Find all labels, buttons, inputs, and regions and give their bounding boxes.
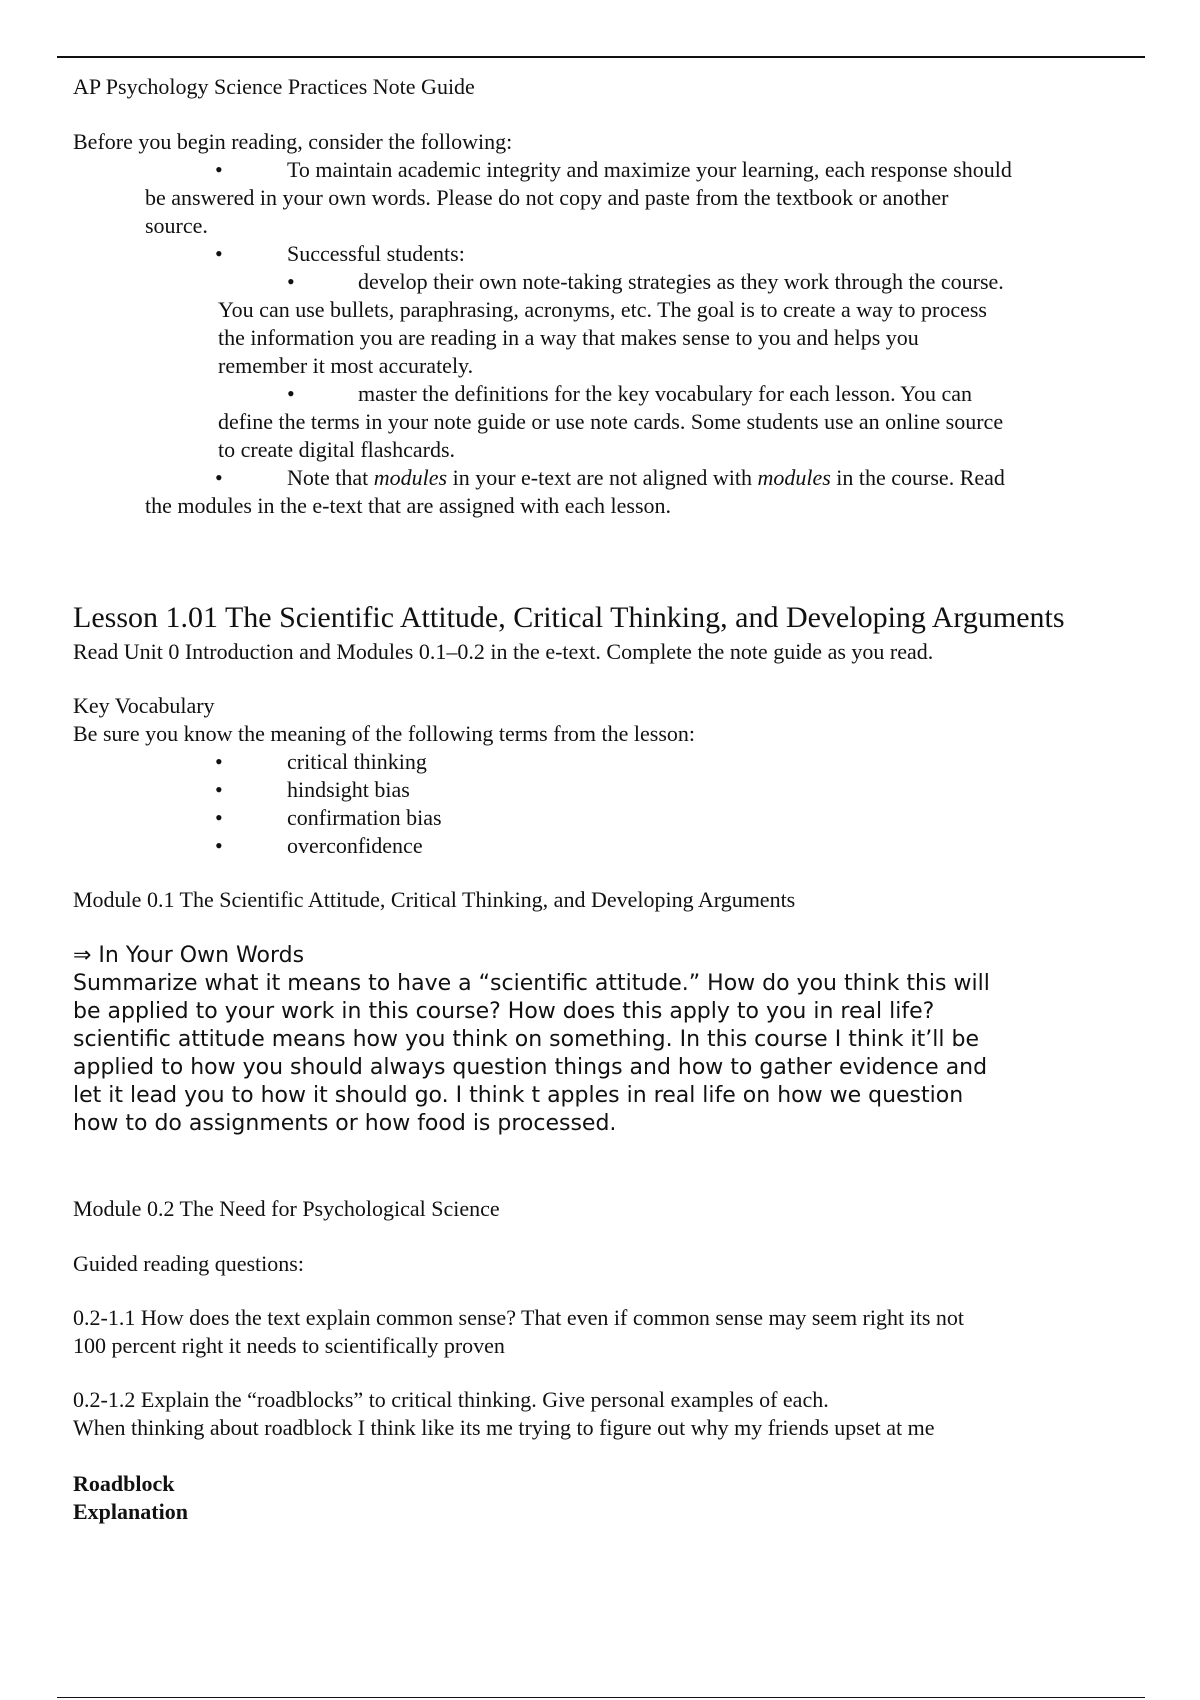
key-vocabulary-heading: Key Vocabulary: [73, 693, 215, 718]
lesson-title: Lesson 1.01 The Scientific Attitude, Critical Thinking, and Developing Arguments: [73, 601, 1065, 634]
own-words-answer: how to do assignments or how food is processed.: [73, 1111, 617, 1136]
top-rule: [57, 56, 1145, 58]
module-0-2-title: Module 0.2 The Need for Psychological Science: [73, 1196, 500, 1221]
bullet-glyph: •: [215, 241, 223, 266]
bullet-glyph: •: [287, 269, 295, 294]
bullet-glyph: •: [215, 833, 223, 858]
bullet-glyph: •: [215, 805, 223, 830]
module-0-1-title: Module 0.1 The Scientific Attitude, Critical Thinking, and Developing Arguments: [73, 887, 796, 912]
own-words-prompt: Summarize what it means to have a “scientific attitude.” How do you think this will: [73, 971, 990, 996]
vocabulary-term-text: confirmation bias: [287, 805, 442, 830]
question-0-2-1-2: 0.2-1.2 Explain the “roadblocks” to critical thinking. Give personal examples of each.: [73, 1387, 829, 1412]
in-your-own-words-label: ⇒ In Your Own Words: [73, 943, 305, 968]
document-title: AP Psychology Science Practices Note Guide: [73, 74, 475, 99]
roadblock-column-header: Roadblock: [73, 1471, 175, 1496]
explanation-column-header: Explanation: [73, 1499, 188, 1524]
bullet-glyph: •: [215, 157, 223, 182]
vocabulary-term-text: critical thinking: [287, 749, 427, 774]
bullet-glyph: •: [215, 777, 223, 802]
question-0-2-1-1: 0.2-1.1 How does the text explain common sense? That even if common sense may seem right its not: [73, 1305, 965, 1330]
own-words-answer: let it lead you to how it should go. I think t apples in real life on how we question: [73, 1083, 964, 1108]
own-words-answer: applied to how you should always question things and how to gather evidence and: [73, 1055, 988, 1080]
answer-0-2-1-2: When thinking about roadblock I think like its me trying to figure out why my friends upset at me: [73, 1415, 935, 1440]
guided-reading-label: Guided reading questions:: [73, 1251, 304, 1276]
bullet-glyph: •: [215, 749, 223, 774]
bullet-glyph: •: [287, 381, 295, 406]
own-words-prompt: be applied to your work in this course? How does this apply to you in real life?: [73, 999, 935, 1024]
lesson-reading-instructions: Read Unit 0 Introduction and Modules 0.1–0.2 in the e-text. Complete the note guide as you read.: [73, 639, 934, 664]
bottom-rule: [57, 1697, 1145, 1698]
key-vocabulary-lead: Be sure you know the meaning of the following terms from the lesson:: [73, 721, 695, 746]
own-words-answer: scientific attitude means how you think on something. In this course I think it’ll be: [73, 1027, 979, 1052]
vocabulary-term-text: hindsight bias: [287, 777, 410, 802]
vocabulary-term-text: overconfidence: [287, 833, 423, 858]
intro-lead: Before you begin reading, consider the following:: [73, 129, 513, 154]
bullet-glyph: •: [215, 465, 223, 490]
answer-0-2-1-1: 100 percent right it needs to scientifically proven: [73, 1333, 505, 1358]
